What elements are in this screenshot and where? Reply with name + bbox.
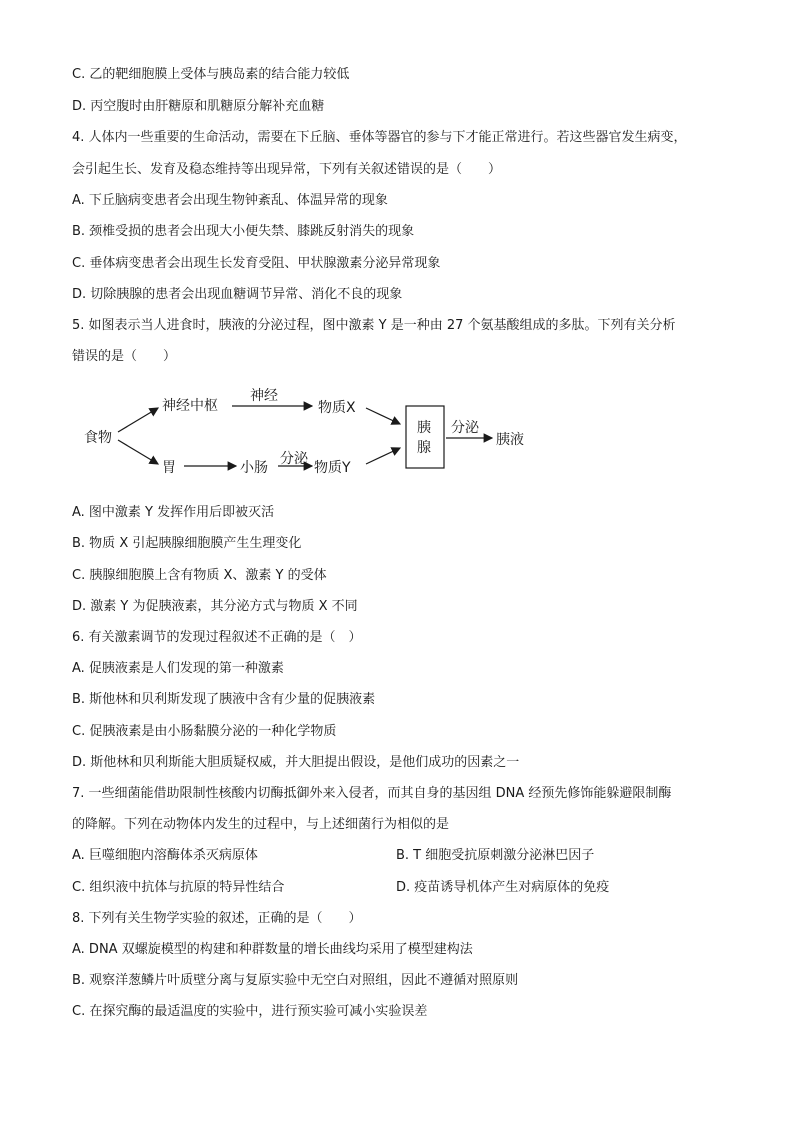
option-d: D. 疫苗诱导机体产生对病原体的免疫	[396, 880, 610, 895]
question-5-stem: 5. 如图表示当人进食时，胰液的分泌过程，图中激素 Y 是一种由 27 个氨基酸组成的多肽。下列有关分析	[72, 318, 676, 333]
arrow-x-to-pancreas	[366, 408, 400, 424]
option-line: B. 斯他林和贝利斯发现了胰液中含有少量的促胰液素	[72, 692, 376, 707]
option-line: C. 乙的靶细胞膜上受体与胰岛素的结合能力较低	[72, 67, 350, 82]
substance-y-label: 物质Y	[314, 460, 351, 476]
option-line: B. 颈椎受损的患者会出现大小便失禁、膝跳反射消失的现象	[72, 224, 415, 239]
substance-x-label: 物质X	[318, 400, 356, 416]
option-line: D. 斯他林和贝利斯能大胆质疑权威，并大胆提出假设，是他们成功的因素之一	[72, 755, 520, 770]
question-7-stem-cont: 的降解。下列在动物体内发生的过程中，与上述细菌行为相似的是	[72, 817, 450, 832]
option-line: C. 在探究酶的最适温度的实验中，进行预实验可减小实验误差	[72, 1004, 428, 1019]
small-intestine-label: 小肠	[240, 460, 268, 476]
pancreatic-juice-label: 胰液	[496, 432, 524, 448]
option-c: C. 组织液中抗体与抗原的特异性结合	[72, 880, 285, 895]
pancreas-label-1: 胰	[417, 420, 431, 436]
option-line: A. 图中激素 Y 发挥作用后即被灭活	[72, 505, 275, 520]
pancreas-box	[406, 406, 444, 468]
arrow-food-to-nerve-center	[118, 408, 158, 432]
option-line: D. 切除胰腺的患者会出现血糖调节异常、消化不良的现象	[72, 287, 403, 302]
secrete-label-2: 分泌	[451, 420, 479, 436]
nerve-label: 神经	[250, 388, 278, 404]
question-8-stem: 8. 下列有关生物学实验的叙述，正确的是（ ）	[72, 911, 362, 926]
option-line: D. 激素 Y 为促胰液素，其分泌方式与物质 X 不同	[72, 599, 358, 614]
option-line: A. 下丘脑病变患者会出现生物钟紊乱、体温异常的现象	[72, 193, 388, 208]
stomach-label: 胃	[162, 460, 176, 476]
question-7-stem: 7. 一些细菌能借助限制性核酸内切酶抵御外来入侵者，而其自身的基因组 DNA 经预先修饰能躲避限制酶	[72, 786, 672, 801]
food-label: 食物	[84, 430, 112, 446]
option-line: B. 观察洋葱鳞片叶质壁分离与复原实验中无空白对照组，因此不遵循对照原则	[72, 973, 519, 988]
option-line: B. 物质 X 引起胰腺细胞膜产生生理变化	[72, 536, 302, 551]
question-4-stem-cont: 会引起生长、发育及稳态维持等出现异常，下列有关叙述错误的是（ ）	[72, 162, 502, 177]
secrete-label-1: 分泌	[280, 451, 308, 467]
option-line: A. DNA 双螺旋模型的构建和种群数量的增长曲线均采用了模型建构法	[72, 942, 473, 957]
question-5-stem-cont: 错误的是（ ）	[72, 349, 177, 364]
option-b: B. T 细胞受抗原刺激分泌淋巴因子	[396, 848, 595, 863]
option-line: C. 促胰液素是由小肠黏膜分泌的一种化学物质	[72, 724, 337, 739]
option-line: A. 促胰液素是人们发现的第一种激素	[72, 661, 284, 676]
option-line: C. 胰腺细胞膜上含有物质 X、激素 Y 的受体	[72, 568, 327, 583]
question-6-stem: 6. 有关激素调节的发现过程叙述不正确的是（ ）	[72, 630, 362, 645]
arrow-y-to-pancreas	[366, 448, 400, 464]
arrow-food-to-stomach	[118, 440, 158, 464]
question-4-stem: 4. 人体内一些重要的生命活动，需要在下丘脑、垂体等器官的参与下才能正常进行。若这些器官发生病变，	[72, 130, 687, 145]
option-line: C. 垂体病变患者会出现生长发育受阻、甲状腺激素分泌异常现象	[72, 256, 441, 271]
pancreatic-secretion-diagram	[80, 386, 540, 486]
nerve-center-label: 神经中枢	[162, 398, 218, 414]
option-line: D. 丙空腹时由肝糖原和肌糖原分解补充血糖	[72, 99, 325, 114]
pancreas-label-2: 腺	[417, 440, 431, 456]
option-a: A. 巨噬细胞内溶酶体杀灭病原体	[72, 848, 258, 863]
